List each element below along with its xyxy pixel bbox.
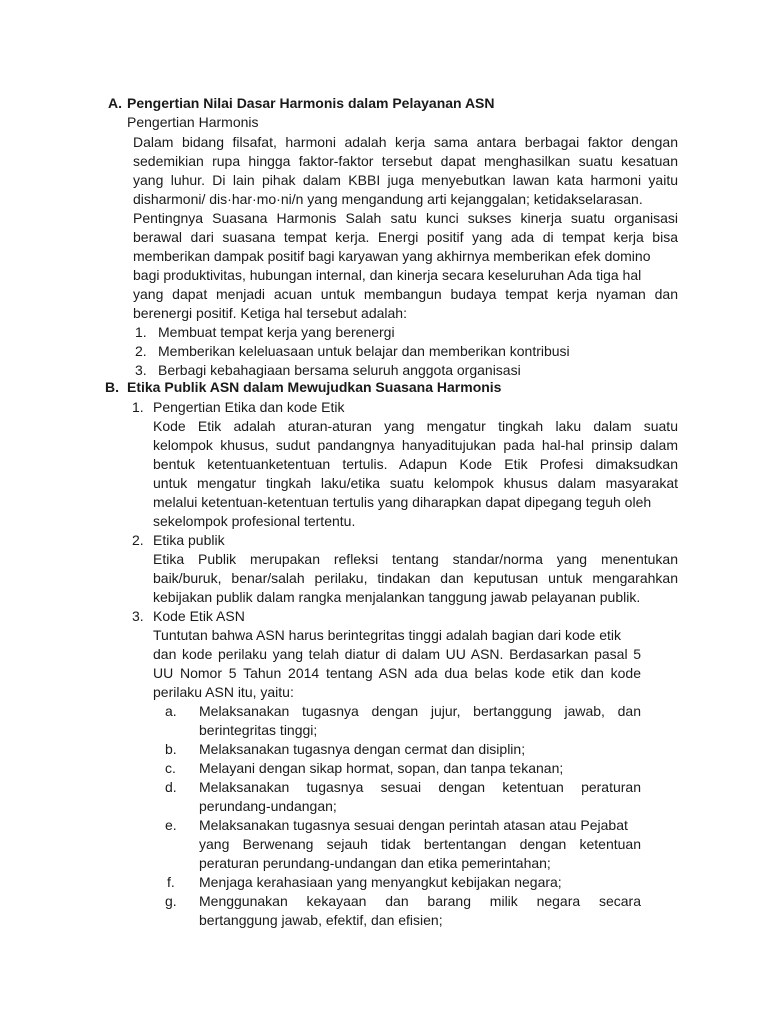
item-line: baik/buruk, benar/salah perilaku, tindakan dan keputusan untuk mengarahkan bbox=[153, 570, 678, 586]
item-number: 2. bbox=[132, 532, 144, 548]
section-a-title: Pengertian Nilai Dasar Harmonis dalam Pelayanan ASN bbox=[127, 95, 495, 111]
item-line: kebijakan publik dalam rangka menjalankan tanggung jawab pelayanan publik. bbox=[153, 589, 641, 605]
item-title: Pengertian Etika dan kode Etik bbox=[153, 399, 345, 415]
para-line: bagi produktivitas, hubungan internal, dan kinerja secara keseluruhan Ada tiga hal bbox=[133, 267, 642, 283]
list-number: 3. bbox=[135, 362, 147, 378]
para-line: yang luhur. Di lain pihak dalam KBBI juga menyebutkan lawan kata harmoni yaitu bbox=[133, 172, 678, 188]
item-line: bentuk ketentuanketentuan tertulis. Adapun Kode Etik Profesi dimaksudkan bbox=[153, 456, 678, 472]
section-b-marker: B. bbox=[105, 379, 119, 395]
item-line: dan kode perilaku yang telah diatur di dalam UU ASN. Berdasarkan pasal 5 bbox=[153, 646, 641, 662]
item-title: Etika publik bbox=[153, 532, 225, 548]
subitem-letter: a. bbox=[165, 703, 177, 719]
subitem-line: Melaksanakan tugasnya dengan jujur, bertanggung jawab, dan bbox=[199, 703, 641, 719]
subitem-line: Menjaga kerahasiaan yang menyangkut kebijakan negara; bbox=[199, 874, 562, 890]
para-line: Dalam bidang filsafat, harmoni adalah kerja sama antara berbagai faktor dengan bbox=[133, 134, 678, 150]
item-line: perilaku ASN itu, yaitu: bbox=[153, 684, 294, 700]
section-a-marker: A. bbox=[108, 95, 122, 111]
para-line: Pentingnya Suasana Harmonis Salah satu kunci sukses kinerja suatu organisasi bbox=[133, 210, 678, 226]
para-line: berenergi positif. Ketiga hal tersebut adalah: bbox=[133, 305, 407, 321]
item-line: sekelompok profesional tertentu. bbox=[153, 513, 356, 529]
list-item: Berbagi kebahagiaan bersama seluruh anggota organisasi bbox=[158, 362, 521, 378]
section-b-title: Etika Publik ASN dalam Mewujudkan Suasana Harmonis bbox=[127, 379, 502, 395]
subitem-line: berintegritas tinggi; bbox=[199, 722, 318, 738]
para-line: yang dapat menjadi acuan untuk membangun budaya tempat kerja nyaman dan bbox=[133, 286, 678, 302]
subitem-letter: e. bbox=[165, 817, 177, 833]
subitem-letter: d. bbox=[165, 779, 177, 795]
list-number: 2. bbox=[135, 343, 147, 359]
list-item: Membuat tempat kerja yang berenergi bbox=[158, 324, 395, 340]
item-title: Kode Etik ASN bbox=[153, 608, 245, 624]
subitem-line: Melaksanakan tugasnya sesuai dengan ketentuan peraturan bbox=[199, 779, 641, 795]
subitem-letter: g. bbox=[165, 893, 177, 909]
item-line: Tuntutan bahwa ASN harus berintegritas tinggi adalah bagian dari kode etik bbox=[153, 627, 622, 643]
section-a-subheading: Pengertian Harmonis bbox=[127, 114, 259, 130]
list-item: Memberikan keleluasaan untuk belajar dan memberikan kontribusi bbox=[158, 343, 570, 359]
subitem-line: peraturan perundang-undangan dan etika pemerintahan; bbox=[199, 855, 551, 871]
item-line: melalui ketentuan-ketentuan tertulis yang diharapkan dapat dipegang teguh oleh bbox=[153, 494, 652, 510]
subitem-letter: b. bbox=[165, 741, 177, 757]
subitem-letter: c. bbox=[165, 760, 176, 776]
para-line: berawal dari suasana tempat kerja. Energi positif yang ada di tempat kerja bisa bbox=[133, 229, 678, 245]
item-number: 1. bbox=[132, 399, 144, 415]
list-number: 1. bbox=[135, 324, 147, 340]
item-line: untuk mengatur tingkah laku/etika suatu kelompok khusus dalam masyarakat bbox=[153, 475, 678, 491]
item-number: 3. bbox=[132, 608, 144, 624]
subitem-line: perundang-undangan; bbox=[199, 798, 337, 814]
subitem-line: Menggunakan kekayaan dan barang milik negara secara bbox=[199, 893, 641, 909]
para-line: sedemikian rupa hingga faktor-faktor tersebut dapat menghasilkan suatu kesatuan bbox=[133, 153, 678, 169]
item-line: Etika Publik merupakan refleksi tentang standar/norma yang menentukan bbox=[153, 551, 678, 567]
item-line: Kode Etik adalah aturan-aturan yang mengatur tingkah laku dalam suatu bbox=[153, 418, 678, 434]
subitem-line: bertanggung jawab, efektif, dan efisien; bbox=[199, 912, 443, 928]
subitem-line: Melaksanakan tugasnya sesuai dengan perintah atasan atau Pejabat bbox=[199, 817, 628, 833]
subitem-line: yang Berwenang sejauh tidak bertentangan dengan ketentuan bbox=[199, 836, 641, 852]
para-line: memberikan dampak positif bagi karyawan yang akhirnya memberikan efek domino bbox=[133, 248, 651, 264]
subitem-letter: f. bbox=[167, 874, 175, 890]
item-line: UU Nomor 5 Tahun 2014 tentang ASN ada dua belas kode etik dan kode bbox=[153, 665, 641, 681]
subitem-line: Melaksanakan tugasnya dengan cermat dan disiplin; bbox=[199, 741, 526, 757]
item-line: kelompok khusus, sudut pandangnya hanyaditujukan pada hal-hal prinsip dalam bbox=[153, 437, 678, 453]
para-line: disharmoni/ dis·har·mo·ni/n yang mengandung arti kejanggalan; ketidakselarasan. bbox=[133, 191, 643, 207]
subitem-line: Melayani dengan sikap hormat, sopan, dan tanpa tekanan; bbox=[199, 760, 564, 776]
